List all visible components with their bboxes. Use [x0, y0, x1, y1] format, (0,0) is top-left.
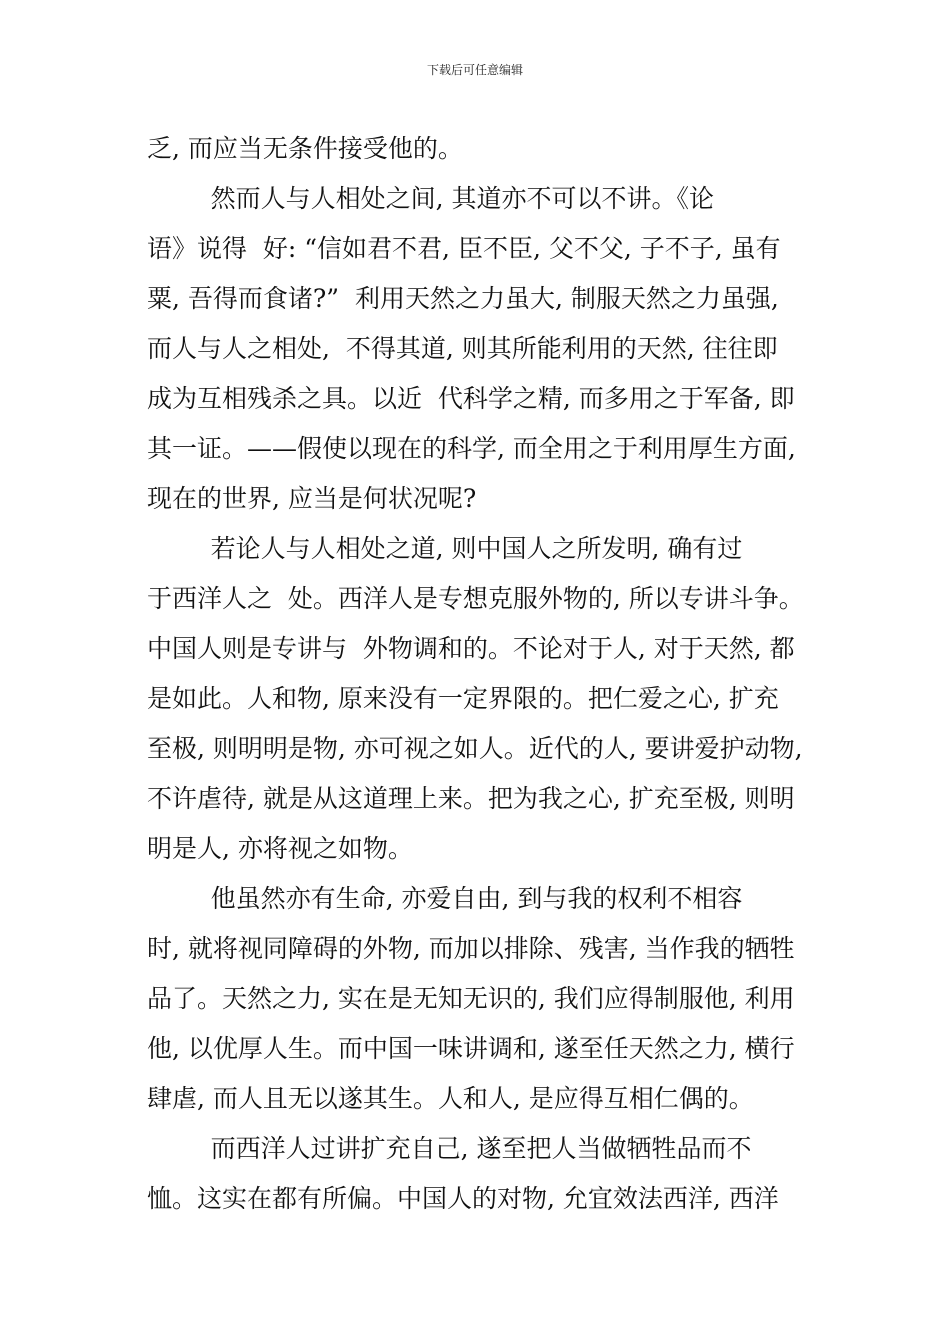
- page-header: 下载后可任意编辑: [426, 63, 523, 77]
- text-line: 是如此。人和物, 原来没有一定界限的。把仁爱之心, 扩充: [147, 684, 779, 713]
- text-line: 乏, 而应当无条件接受他的。: [147, 134, 463, 163]
- text-line: 语》说得 好: “信如君不君, 臣不臣, 父不父, 子不子, 虽有: [147, 234, 781, 263]
- text-line: 于西洋人之 处。西洋人是专想克服外物的, 所以专讲斗争。: [147, 584, 804, 613]
- text-line: 而人与人之相处, 不得其道, 则其所能利用的天然, 往往即: [147, 334, 778, 363]
- text-line: 他虽然亦有生命, 亦爱自由, 到与我的权利不相容: [147, 884, 743, 913]
- text-line: 明是人, 亦将视之如物。: [147, 834, 413, 863]
- document-body: [147, 124, 815, 1224]
- text-line: 然而人与人相处之间, 其道亦不可以不讲。《论: [147, 184, 714, 213]
- text-line: 肆虐, 而人且无以遂其生。人和人, 是应得互相仁偶的。: [147, 1084, 754, 1113]
- text-line: 粟, 吾得而食诸?” 利用天然之力虽大, 制服天然之力虽强,: [147, 284, 779, 313]
- text-line: 品了。天然之力, 实在是无知无识的, 我们应得制服他, 利用: [147, 984, 795, 1013]
- text-line: 而西洋人过讲扩充自己, 遂至把人当做牺牲品而不: [147, 1134, 752, 1163]
- text-line: 成为互相残杀之具。以近 代科学之精, 而多用之于军备, 即: [147, 384, 795, 413]
- text-line: 至极, 则明明是物, 亦可视之如人。近代的人, 要讲爱护动物,: [147, 734, 803, 763]
- text-line: 若论人与人相处之道, 则中国人之所发明, 确有过: [147, 534, 743, 563]
- text-line: 现在的世界, 应当是何状况呢?: [147, 484, 477, 513]
- text-line: 中国人则是专讲与 外物调和的。不论对于人, 对于天然, 都: [147, 634, 795, 663]
- text-line: 不许虐待, 就是从这道理上来。把为我之心, 扩充至极, 则明: [147, 784, 795, 813]
- text-line: 时, 就将视同障碍的外物, 而加以排除、残害, 当作我的牺牲: [147, 934, 795, 963]
- text-line: 他, 以优厚人生。而中国一味讲调和, 遂至任天然之力, 横行: [147, 1034, 795, 1063]
- text-line: 其一证。——假使以现在的科学, 而全用之于利用厚生方面,: [147, 434, 796, 463]
- text-line: 恤。这实在都有所偏。中国人的对物, 允宜效法西洋, 西洋: [147, 1184, 779, 1213]
